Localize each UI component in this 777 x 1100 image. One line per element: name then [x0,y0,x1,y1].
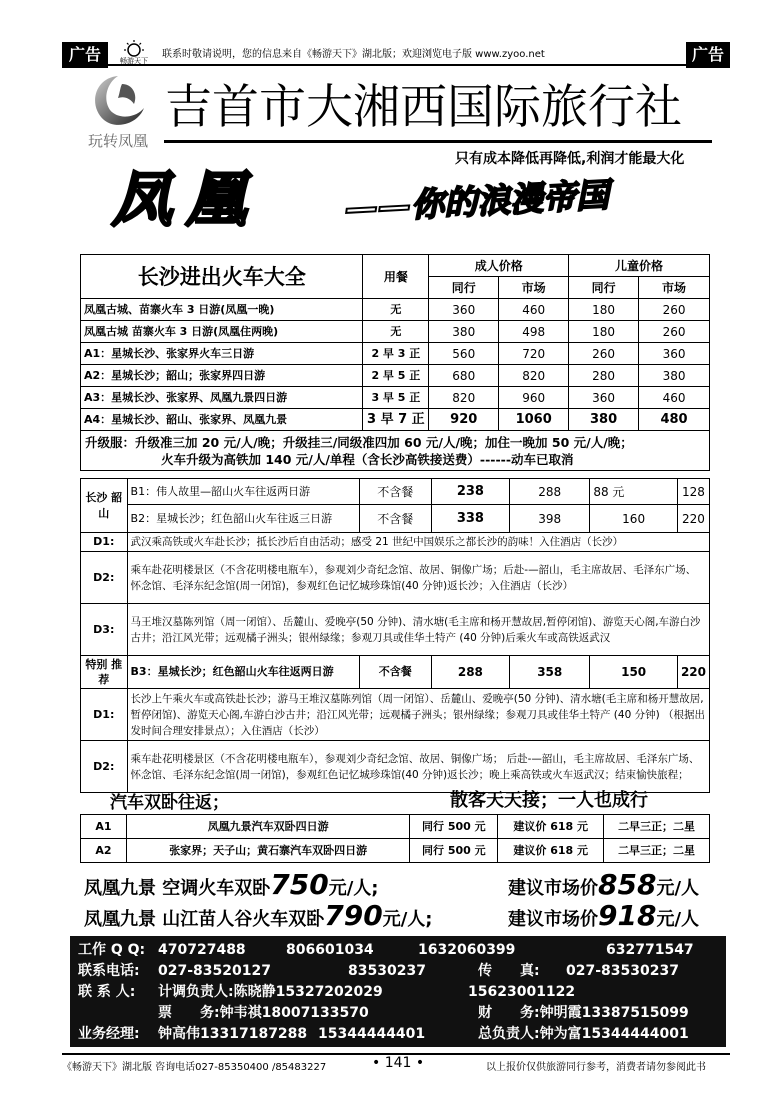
bus-suggest-price: 建议价 618 元 [498,839,604,863]
itinerary-text: 武汉乘高铁或火车赴长沙；抵长沙后自由活动；感受 21 世纪中国娱乐之都长沙的韵味！入住酒店（长沙） [127,533,709,552]
qq-number: 806601034 [286,942,374,958]
shaoshan-table [80,478,710,793]
table-row [81,815,710,839]
price: 1060 [499,409,569,431]
sub-market-child: 市场 [639,277,710,299]
price: 398 [510,505,590,533]
table-row [81,365,710,387]
day-label: D1: [81,533,128,552]
table-row [81,479,710,505]
promo-lead: 凤凰九景 山江苗人谷火车双卧 [84,909,325,930]
price: 360 [569,387,639,409]
fax-number: 027-83530237 [566,963,679,979]
footer-left: 《畅游天下》湖北版 咨询电话027-85350400 /85483227 [62,1062,327,1073]
price: 360 [639,343,710,365]
promo-price: 918 [598,899,657,932]
price: 680 [429,365,499,387]
route-name: B3：星城长沙；红色韶山火车往返两日游 [127,656,359,689]
qq-label: 工作 Q Q: [78,942,146,958]
route-name: A4：星城长沙、韶山、张家界、凤凰九景 [81,409,363,431]
price: 220 [677,656,709,689]
train-table-title: 长沙进出火车大全 [81,255,363,299]
meal: 2 早 5 正 [363,365,429,387]
header-notice: 联系时敬请说明，您的信息来自《畅游天下》湖北版；欢迎浏览电子版 www.zyoo.net [162,49,545,60]
phone-number: 83530237 [348,963,426,979]
day-label: D3: [81,604,128,656]
route-name: 凤凰古城 苗寨火车 3 日游(凤凰住两晚) [81,321,363,343]
route-name: A3：星城长沙、张家界、凤凰九景四日游 [81,387,363,409]
bus-peer-price: 同行 500 元 [410,839,498,863]
col-child: 儿童价格 [569,255,710,277]
meal: 3 早 7 正 [363,409,429,431]
phone-label: 联系电话: [78,963,140,979]
price: 220 [677,505,709,533]
bus-table [80,814,710,863]
itinerary-text: 乘车赴花明楼景区（不含花明楼电瓶车），参观刘少奇纪念馆、故居、铜像广场；后赴-—韶山，毛主席故居、毛泽东广场、怀念馆、毛泽东纪念馆(周一闭馆)，参观红色记忆城珍珠馆(40 分钟)返长沙；入住酒店（长沙） [127,552,709,604]
price: 150 [590,656,678,689]
route-name: 凤凰古城、苗寨火车 3 日游(凤凰一晚) [81,299,363,321]
train-table [80,254,710,471]
company-rule [164,140,712,143]
price: 560 [429,343,499,365]
shaoshan-label: 长沙 韶山 [81,479,128,533]
manager-label: 业务经理: [78,1026,140,1042]
promo-unit: 元/人 [656,878,700,899]
itinerary-row [81,689,710,741]
promo-price: 750 [270,868,329,901]
banner-subtitle: ——你的浪漫帝国 [344,175,610,228]
col-adult: 成人价格 [429,255,569,277]
price: 288 [431,656,509,689]
price: 160 [590,505,678,533]
itinerary-text: 长沙上午乘火车或高铁赴长沙；游马王堆汉墓陈列馆（周一闭馆）、岳麓山、爱晚亭(50 分钟)、清水塘(毛主席和杨开慧故居,暂停闭馆)、游览天心阁,车游白沙古井；沿江风光带；远观橘子洲头；银州绿缘；参观刀具或佳华土特产 (40 分钟) （根据出发时间合理安排景点）；入住酒店（长沙） [127,689,709,741]
bus-route: 凤凰九景汽车双卧四日游 [126,815,409,839]
price: 280 [569,365,639,387]
price: 260 [639,321,710,343]
meal: 无 [363,299,429,321]
contact-panel [70,936,726,1047]
price: 820 [499,365,569,387]
table-row [81,839,710,863]
magazine-logo [114,38,154,64]
promo-line-2 [84,900,433,936]
company-logo [80,72,156,152]
bus-title: 汽车双卧往返； [110,793,229,813]
price: 920 [429,409,499,431]
price: 380 [569,409,639,431]
table-row [81,409,710,431]
itinerary-row [81,533,710,552]
bus-suggest-price: 建议价 618 元 [498,815,604,839]
price: 498 [499,321,569,343]
ad-tag-right: 广告 [686,42,730,68]
planner-contact-2: 15623001122 [468,984,576,1000]
itinerary-row [81,741,710,793]
magazine-logo-text: 畅游天下 [120,57,148,65]
route-name: A1：星城长沙、张家界火车三日游 [81,343,363,365]
promo-lead: 建议市场价 [508,878,598,899]
table-row [81,321,710,343]
price: 460 [499,299,569,321]
bus-peer-price: 同行 500 元 [410,815,498,839]
page-number: • 141 • [372,1055,425,1071]
route-name: B1：伟人故里—韶山火车往返两日游 [127,479,359,505]
ad-tag-left: 广告 [62,42,108,68]
slogan: 只有成本降低再降低,利润才能最大化 [455,151,685,167]
itinerary-row [81,604,710,656]
meal: 不含餐 [359,479,431,505]
price: 380 [429,321,499,343]
meal: 3 早 5 正 [363,387,429,409]
itinerary-row [81,552,710,604]
itinerary-text: 马王堆汉墓陈列馆（周一闭馆）、岳麓山、爱晚亭(50 分钟)、清水塘(毛主席和杨开慧故居,暂停闭馆)、游览天心阁,车游白沙古井；沿江风光带；远观橘子洲头；银州绿缘；参观刀具或佳华土特产 (40 分钟)后乘火车或高铁返武汉 [127,604,709,656]
promo-price: 790 [324,899,383,932]
sub-peer: 同行 [429,277,499,299]
price: 260 [639,299,710,321]
price: 128 [677,479,709,505]
price: 360 [429,299,499,321]
day-label: D1: [81,689,128,741]
route-name: A2：星城长沙；韶山；张家界四日游 [81,365,363,387]
meal: 不含餐 [359,656,431,689]
promo-price: 858 [598,868,657,901]
qq-number: 470727488 [158,942,246,958]
price: 88 元 [590,479,678,505]
bus-code: A1 [81,815,127,839]
price: 460 [639,387,710,409]
finance-contact: 财 务:钟明霞13387515099 [478,1005,689,1021]
banner-phoenix: 凤凰 [112,165,260,235]
sub-peer-child: 同行 [569,277,639,299]
promo-unit: 元/人; [328,878,379,899]
table-row [81,343,710,365]
meal: 不含餐 [359,505,431,533]
ticket-contact: 票 务:钟韦祺18007133570 [158,1005,369,1021]
promo-right-2 [508,900,699,936]
price: 358 [510,656,590,689]
company-name: 吉首市大湘西国际旅行社 [165,80,682,135]
boss-contact: 总负责人:钟为富15344444001 [478,1026,689,1042]
col-meal: 用餐 [363,255,429,299]
phone-number: 027-83520127 [158,963,271,979]
manager-contact-2: 15344444401 [318,1026,426,1042]
logo-label: 玩转凤凰 [87,132,148,150]
manager-contact: 钟高伟13317187288 [158,1026,308,1042]
table-row [81,505,710,533]
bus-code: A2 [81,839,127,863]
promo-lead: 建议市场价 [508,909,598,930]
phoenix-logo-icon [80,72,156,134]
sub-market: 市场 [499,277,569,299]
price: 288 [510,479,590,505]
upgrade-line-2: 火车升级为高铁加 140 元/人/单程（含长沙高铁接送费）------动车已取消 [161,451,574,467]
qq-number: 632771547 [606,942,694,958]
price: 960 [499,387,569,409]
bus-meal: 二早三正；二星 [604,815,710,839]
special-label: 特别 推荐 [81,656,128,689]
fax-label: 传 真: [478,963,540,979]
price: 180 [569,299,639,321]
table-row [81,299,710,321]
itinerary-text: 乘车赴花明楼景区（不含花明楼电瓶车），参观刘少奇纪念馆、故居、铜像广场； 后赴-—韶山，毛主席故居、毛泽东广场、怀念馆、毛泽东纪念馆(周一闭馆)，参观红色记忆城珍珠馆(40 分钟)返长沙；晚上乘高铁或火车返武汉；结束愉快旅程； [127,741,709,793]
day-label: D2: [81,552,128,604]
price: 720 [499,343,569,365]
person-label: 联 系 人: [78,984,136,1000]
table-row [81,656,710,689]
meal: 2 早 3 正 [363,343,429,365]
bus-meal: 二早三正；二星 [604,839,710,863]
price: 820 [429,387,499,409]
footer-right: 以上报价仅供旅游同行参考，消费者请勿参阅此书 [486,1062,706,1073]
price: 260 [569,343,639,365]
promo-unit: 元/人; [382,909,433,930]
price: 480 [639,409,710,431]
promo-lead: 凤凰九景 空调火车双卧 [84,878,271,899]
header-rule [62,64,730,66]
bus-slogan: 散客天天接；一人也成行 [450,790,648,811]
price: 180 [569,321,639,343]
table-row [81,387,710,409]
bus-route: 张家界；天子山；黄石寨汽车双卧四日游 [126,839,409,863]
price: 238 [431,479,509,505]
planner-contact: 计调负责人:陈晓静15327202029 [158,984,383,1000]
upgrade-note [81,431,710,471]
qq-number: 1632060399 [418,942,516,958]
route-name: B2：星城长沙；红色韶山火车往返三日游 [127,505,359,533]
price: 338 [431,505,509,533]
upgrade-line-1: 升级服：升级准三加 20 元/人/晚；升级挂三/同级准四加 60 元/人/晚；加住一晚加 50 元/人/晚； [85,434,633,450]
day-label: D2: [81,741,128,793]
promo-unit: 元/人 [656,909,700,930]
meal: 无 [363,321,429,343]
price: 380 [639,365,710,387]
